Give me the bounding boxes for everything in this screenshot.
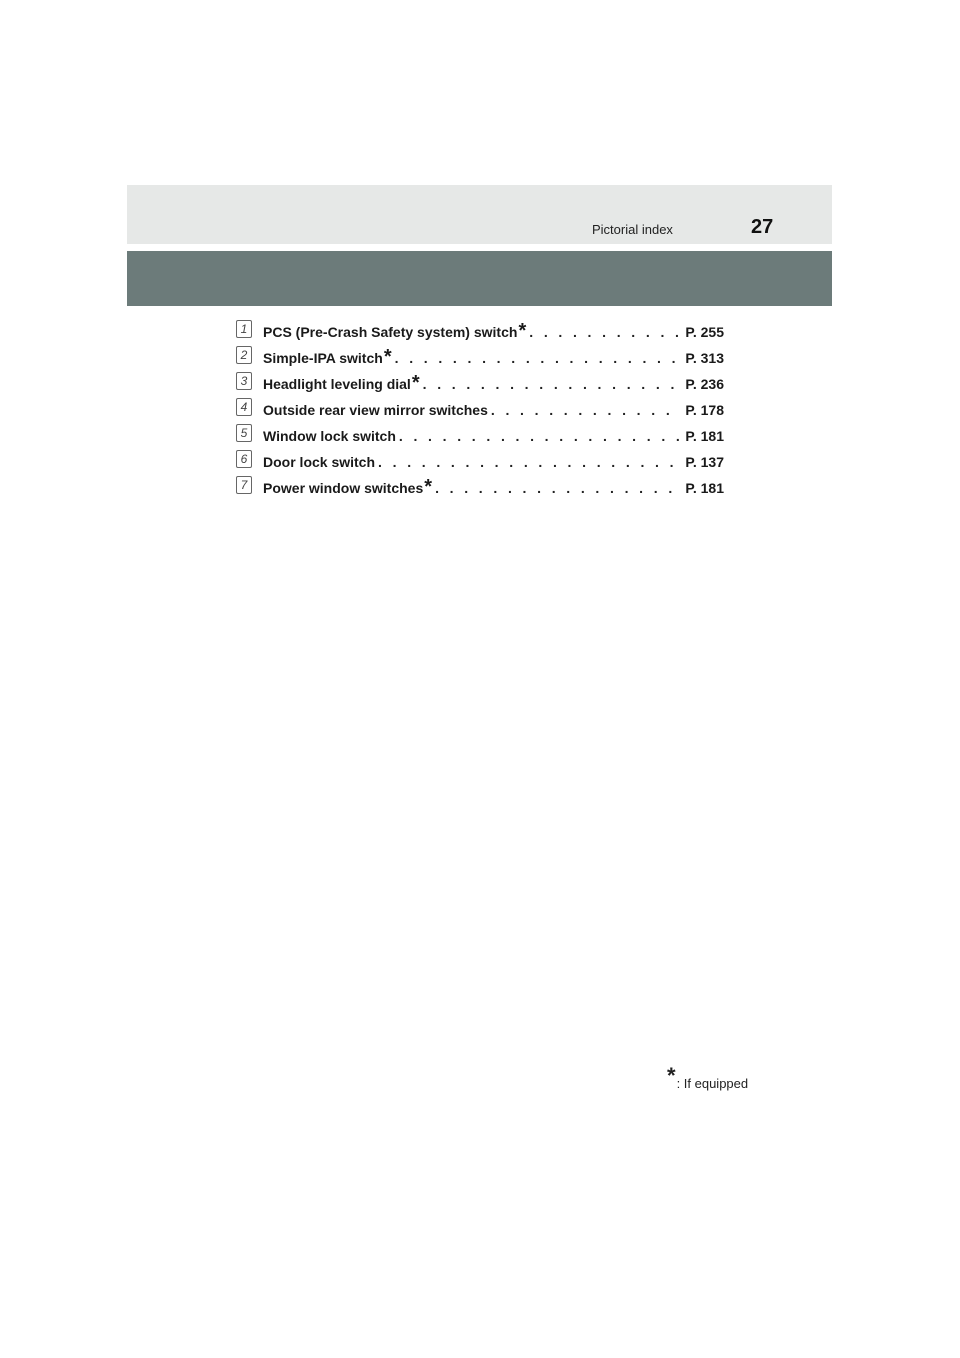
header-bar [127, 251, 832, 306]
list-item[interactable] [236, 444, 724, 470]
item-number-badge: 4 [236, 398, 252, 416]
dot-leader [423, 376, 680, 392]
list-item[interactable] [236, 418, 724, 444]
header-band [127, 185, 832, 244]
asterisk-icon: * [383, 346, 392, 368]
item-page-ref[interactable]: P. 181 [685, 480, 724, 496]
item-page-ref[interactable]: P. 313 [685, 350, 724, 366]
item-number-badge: 2 [236, 346, 252, 364]
item-number-badge: 3 [236, 372, 252, 390]
dot-leader [435, 480, 679, 496]
footnote [667, 1063, 749, 1091]
item-label: Simple-IPA switch [263, 350, 383, 366]
asterisk-icon: * [411, 372, 420, 394]
item-page-ref[interactable]: P. 255 [685, 324, 724, 340]
section-title: Pictorial index [592, 222, 673, 237]
list-item[interactable] [236, 366, 724, 392]
dot-leader [529, 324, 679, 340]
asterisk-icon: * [424, 476, 433, 498]
list-item[interactable] [236, 470, 724, 496]
dot-leader [491, 402, 679, 418]
dot-leader [378, 454, 679, 470]
item-number-badge: 1 [236, 320, 252, 338]
footnote-text: : If equipped [676, 1076, 749, 1091]
item-label: Headlight leveling dial [263, 376, 411, 392]
item-number-badge: 6 [236, 450, 252, 468]
item-label: Power window switches [263, 480, 424, 496]
asterisk-icon: * [667, 1063, 676, 1088]
dot-leader [395, 350, 680, 366]
list-item[interactable] [236, 314, 724, 340]
list-item[interactable] [236, 392, 724, 418]
item-page-ref[interactable]: P. 137 [685, 454, 724, 470]
item-page-ref[interactable]: P. 181 [685, 428, 724, 444]
item-label: PCS (Pre-Crash Safety system) switch [263, 324, 518, 340]
item-number-badge: 5 [236, 424, 252, 442]
item-label: Outside rear view mirror switches [263, 402, 488, 418]
item-number-badge: 7 [236, 476, 252, 494]
item-label: Window lock switch [263, 428, 396, 444]
item-page-ref[interactable]: P. 178 [685, 402, 724, 418]
dot-leader [399, 428, 679, 444]
asterisk-icon: * [518, 320, 527, 342]
item-label: Door lock switch [263, 454, 376, 470]
list-item[interactable] [236, 340, 724, 366]
index-list [236, 314, 724, 496]
page-number: 27 [751, 216, 774, 238]
item-page-ref[interactable]: P. 236 [685, 376, 724, 392]
